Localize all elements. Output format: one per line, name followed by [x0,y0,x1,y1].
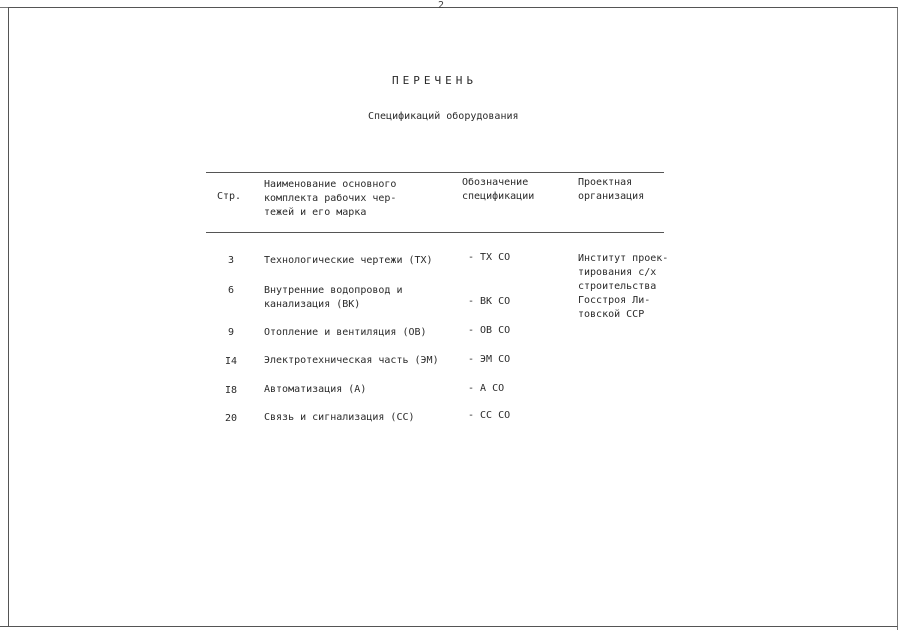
row-1-code: - ТХ СО [468,252,511,263]
row-1-page: 3 [227,255,235,266]
table-top-rule [206,172,664,173]
row-5-code: - А СО [468,383,505,394]
page-number: 2 [438,0,445,11]
design-organization: Институт проек- тирования с/х строительства Госстроя Ли- товской ССР [578,253,669,320]
header-page: Стр. [217,191,242,202]
header-organization: Проектная организация [578,177,645,202]
row-2-code: - ВК СО [468,296,511,307]
row-1-name: Технологические чертежи (ТХ) [264,255,433,266]
document-subtitle: Спецификаций оборудования [368,111,519,122]
row-3-page: 9 [227,327,235,338]
row-4-page: I4 [224,356,238,367]
row-4-code: - ЭМ СО [468,354,511,365]
row-4-name: Электротехническая часть (ЭМ) [264,355,439,366]
row-5-name: Автоматизация (А) [264,384,367,395]
row-5-page: I8 [224,385,238,396]
page-frame [8,7,898,627]
row-2-name: Внутренние водопровод и канализация (ВК) [264,285,403,310]
header-name: Наименование основного комплекта рабочих чер- тежей и его марка [264,179,397,218]
row-3-name: Отопление и вентиляция (ОВ) [264,327,427,338]
header-code: Обозначение спецификации [462,177,535,202]
table-header-rule [206,232,664,233]
row-6-code: - СС СО [468,410,511,421]
row-3-code: - ОВ СО [468,325,511,336]
row-2-page: 6 [227,285,235,296]
row-6-name: Связь и сигнализация (СС) [264,412,415,423]
row-6-page: 20 [224,413,238,424]
document-title: ПЕРЕЧЕНЬ [392,74,477,87]
